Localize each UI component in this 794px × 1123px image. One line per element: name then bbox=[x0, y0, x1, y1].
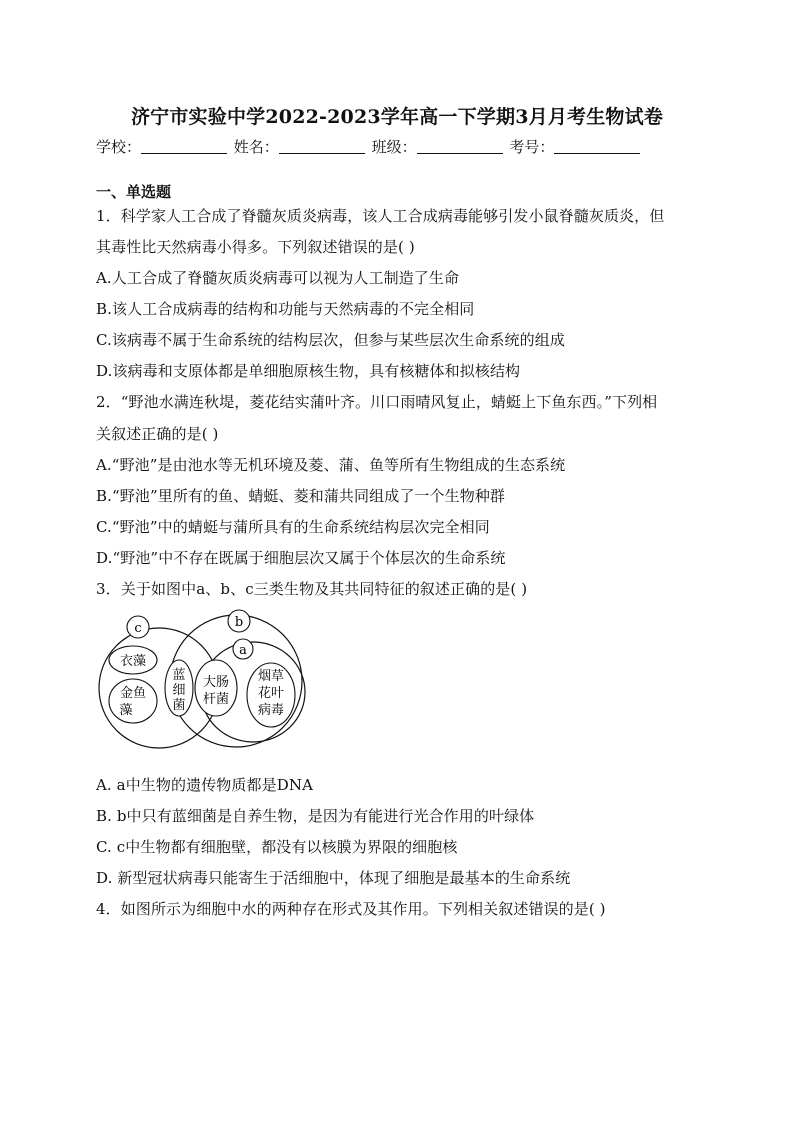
organism-1-label: 衣藻 bbox=[119, 654, 147, 669]
q3-option-a: A. a中生物的遗传物质都是DNA bbox=[96, 776, 313, 794]
organism-3-label-line1: 蓝 bbox=[172, 668, 186, 683]
section-title: 一、单选题 bbox=[96, 183, 172, 201]
organism-2-label-line2: 藻 bbox=[119, 703, 133, 718]
q2-stem-line2: 关叙述正确的是( ) bbox=[96, 425, 219, 443]
q3-option-d: D. 新型冠状病毒只能寄生于活细胞中，体现了细胞是最基本的生命系统 bbox=[96, 869, 571, 887]
class-blank bbox=[417, 139, 503, 154]
organism-5-label-line3: 病毒 bbox=[257, 703, 285, 718]
organism-3-label-line2: 细 bbox=[172, 683, 186, 698]
name-blank bbox=[279, 139, 365, 154]
organism-4-label-line1: 大肠 bbox=[202, 675, 230, 690]
q3-option-b: B. b中只有蓝细菌是自养生物，是因为有能进行光合作用的叶绿体 bbox=[96, 807, 535, 825]
exam-number-blank bbox=[554, 139, 640, 154]
q1-option-a: A.人工合成了脊髓灰质炎病毒可以视为人工制造了生命 bbox=[96, 269, 460, 287]
label-a: a bbox=[239, 643, 247, 658]
q1-option-c: C.该病毒不属于生命系统的结构层次，但参与某些层次生命系统的组成 bbox=[96, 331, 565, 349]
q4-stem: 4．如图所示为细胞中水的两种存在形式及其作用。下列相关叙述错误的是( ) bbox=[96, 900, 606, 918]
name-label: 姓名： bbox=[233, 138, 279, 156]
q2-stem-line1: 2．“野池水满连秋堤，菱花结实蒲叶齐。川口雨晴风复止，蜻蜓上下鱼东西。”下列相 bbox=[96, 393, 658, 411]
organism-3-label-line3: 菌 bbox=[172, 698, 186, 713]
organism-5-label-line2: 花叶 bbox=[257, 686, 285, 701]
q3-option-c: C. c中生物都有细胞壁，都没有以核膜为界限的细胞核 bbox=[96, 838, 458, 856]
organism-2-label-line1: 金鱼 bbox=[119, 686, 147, 701]
student-info-row bbox=[96, 136, 716, 157]
q1-option-d: D.该病毒和支原体都是单细胞原核生物，具有核糖体和拟核结构 bbox=[96, 362, 521, 380]
exam-title: 济宁市实验中学2022-2023学年高一下学期3月月考生物试卷 bbox=[130, 106, 664, 128]
q2-option-d: D.“野池”中不存在既属于细胞层次又属于个体层次的生命系统 bbox=[96, 549, 506, 567]
label-c: c bbox=[134, 621, 142, 636]
organism-4-label-line2: 杆菌 bbox=[202, 692, 230, 707]
q1-stem-line2: 其毒性比天然病毒小得多。下列叙述错误的是( ) bbox=[96, 238, 415, 256]
q1-option-b: B.该人工合成病毒的结构和功能与天然病毒的不完全相同 bbox=[96, 300, 475, 318]
q2-option-a: A.“野池”是由池水等无机环境及菱、蒲、鱼等所有生物组成的生态系统 bbox=[96, 456, 566, 474]
school-blank bbox=[141, 139, 227, 154]
venn-diagram bbox=[96, 606, 316, 752]
class-label: 班级： bbox=[371, 138, 417, 156]
label-b: b bbox=[234, 615, 244, 630]
q2-option-c: C.“野池”中的蜻蜓与蒲所具有的生命系统结构层次完全相同 bbox=[96, 518, 490, 536]
q3-stem: 3．关于如图中a、b、c三类生物及其共同特征的叙述正确的是( ) bbox=[96, 580, 528, 598]
exam-number-label: 考号： bbox=[509, 138, 555, 156]
school-label: 学校： bbox=[96, 138, 142, 156]
q1-stem-line1: 1．科学家人工合成了脊髓灰质炎病毒，该人工合成病毒能够引发小鼠脊髓灰质炎，但 bbox=[96, 207, 665, 225]
q2-option-b: B.“野池”里所有的鱼、蜻蜓、菱和蒲共同组成了一个生物种群 bbox=[96, 487, 506, 505]
organism-5-label-line1: 烟草 bbox=[257, 669, 285, 684]
